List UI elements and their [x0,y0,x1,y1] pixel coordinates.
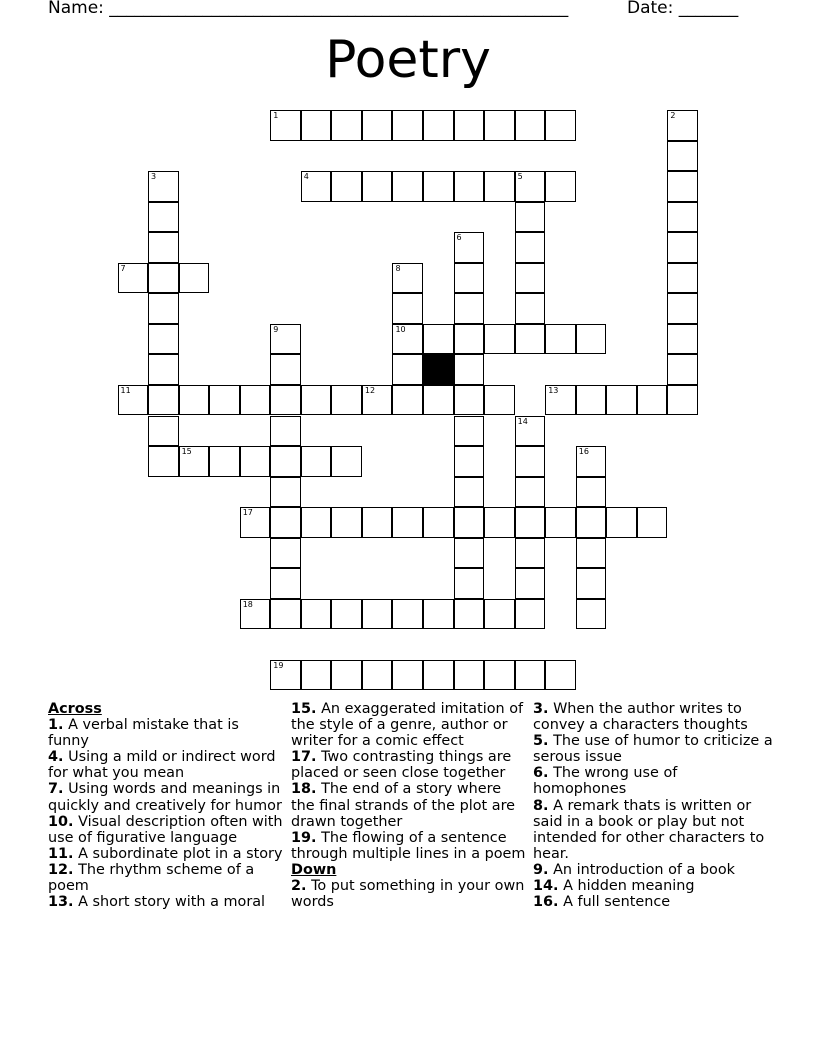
grid-cell[interactable] [667,324,698,355]
grid-cell[interactable] [362,599,393,630]
grid-cell[interactable] [270,416,301,447]
grid-cell[interactable] [545,171,576,202]
grid-cell[interactable] [454,507,485,538]
grid-cell[interactable] [606,507,637,538]
grid-cell[interactable] [545,660,576,691]
grid-cell[interactable] [667,354,698,385]
grid-cell[interactable] [331,385,362,416]
clue-down-3: 3. When the author writes to convey a characters thoughts [533,701,748,734]
clue-column-1 [48,701,283,910]
grid-cell[interactable] [454,171,485,202]
grid-cell[interactable] [392,263,423,294]
grid-cell[interactable] [545,110,576,141]
cell-number: 19 [273,660,284,670]
grid-cell[interactable] [545,507,576,538]
cell-number: 5 [517,172,523,182]
grid-cell[interactable] [454,263,485,294]
grid-cell[interactable] [484,507,515,538]
name-field[interactable]: Name: ______________________________________________________ [48,0,569,18]
page-title: Poetry [325,30,491,90]
grid-cell[interactable] [148,202,179,233]
grid-cell[interactable] [423,110,454,141]
cell-number: 8 [395,263,401,273]
grid-cell[interactable] [454,446,485,477]
grid-cell[interactable] [331,446,362,477]
cell-number: 10 [395,324,406,334]
grid-cell[interactable] [331,599,362,630]
grid-cell[interactable] [423,324,454,355]
clue-across-15: 15. An exaggerated imitation of the style of a genre, author or writer for a comic effect [291,701,524,750]
grid-cell[interactable] [148,293,179,324]
grid-cell[interactable] [270,599,301,630]
clue-across-7: 7. Using words and meanings in quickly and creatively for humor [48,781,282,814]
cell-number: 14 [517,416,528,426]
cell-number: 1 [273,111,279,120]
grid-cell[interactable] [423,385,454,416]
grid-cell[interactable] [240,599,271,630]
grid-cell[interactable] [454,324,485,355]
grid-cell[interactable] [240,385,271,416]
grid-cell[interactable] [515,477,546,508]
cell-number: 11 [120,385,131,395]
clue-across-1: 1. A verbal mistake that is funny [48,717,239,750]
grid-cell[interactable] [148,446,179,477]
grid-cell[interactable] [515,110,546,141]
grid-cell[interactable] [515,568,546,599]
grid-cell[interactable] [484,385,515,416]
grid-cell[interactable] [179,446,210,477]
grid-cell[interactable] [270,660,301,691]
grid-cell[interactable] [148,416,179,447]
grid-cell[interactable] [301,110,332,141]
grid-cell[interactable] [270,568,301,599]
grid-cell[interactable] [270,446,301,477]
grid-cell[interactable] [362,385,393,416]
grid-cell[interactable] [148,263,179,294]
grid-cell[interactable] [515,232,546,263]
clue-down-2: 2. To put something in your own words [291,878,525,911]
clue-across-13: 13. A short story with a moral [48,894,266,911]
grid-cell[interactable] [576,446,607,477]
grid-cell[interactable] [545,324,576,355]
grid-cell[interactable] [179,263,210,294]
grid-cell[interactable] [667,202,698,233]
grid-cell[interactable] [667,110,698,141]
grid-cell[interactable] [484,660,515,691]
clue-down-5: 5. The use of humor to criticize a serous issue [533,733,773,766]
grid-cell[interactable] [362,660,393,691]
grid-black-cell [423,354,454,385]
grid-cell[interactable] [515,263,546,294]
grid-cell[interactable] [667,141,698,172]
grid-cell[interactable] [270,324,301,355]
grid-cell[interactable] [392,660,423,691]
grid-cell[interactable] [331,507,362,538]
grid-cell[interactable] [148,171,179,202]
clue-across-18: 18. The end of a story where the final strands of the plot are drawn together [291,781,516,830]
clue-across-11: 11. A subordinate plot in a story [48,845,283,862]
grid-cell[interactable] [606,385,637,416]
clue-down-6: 6. The wrong use of homophones [533,765,678,798]
grid-cell[interactable] [362,171,393,202]
cell-number: 3 [151,172,157,182]
grid-cell[interactable] [301,171,332,202]
clue-across-12: 12. The rhythm scheme of a poem [48,861,255,895]
grid-cell[interactable] [392,507,423,538]
clue-across-17: 17. Two contrasting things are placed or seen close together [291,749,512,782]
clue-across-10: 10. Visual description often with use of figurative language [48,813,283,846]
grid-cell[interactable] [331,660,362,691]
grid-cell[interactable] [454,354,485,385]
grid-cell[interactable] [270,110,301,141]
cell-number: 15 [181,447,192,457]
grid-cell[interactable] [637,385,668,416]
grid-cell[interactable] [637,507,668,538]
grid-cell[interactable] [515,446,546,477]
grid-cell[interactable] [576,599,607,630]
grid-cell[interactable] [301,446,332,477]
clue-across-19: 19. The flowing of a sentence through multiple lines in a poem [291,829,526,862]
clue-column-2 [291,701,527,910]
grid-cell[interactable] [392,110,423,141]
grid-cell[interactable] [240,507,271,538]
grid-cell[interactable] [576,538,607,569]
grid-cell[interactable] [667,263,698,294]
grid-cell[interactable] [454,110,485,141]
grid-cell[interactable] [270,477,301,508]
grid-cell[interactable] [392,599,423,630]
cell-number: 4 [303,172,309,182]
grid-cell[interactable] [148,385,179,416]
grid-cell[interactable] [423,507,454,538]
cell-number: 12 [364,385,376,395]
grid-cell[interactable] [667,293,698,324]
grid-cell[interactable] [576,477,607,508]
grid-cell[interactable] [576,385,607,416]
grid-cell[interactable] [301,385,332,416]
grid-cell[interactable] [270,507,301,538]
grid-cell[interactable] [454,568,485,599]
grid-cell[interactable] [454,385,485,416]
down-heading: Down [291,861,337,878]
grid-cell[interactable] [667,385,698,416]
grid-cell[interactable] [667,232,698,263]
grid-cell[interactable] [118,385,149,416]
grid-cell[interactable] [392,293,423,324]
grid-cell[interactable] [515,171,546,202]
cell-number: 2 [670,111,676,120]
grid-cell[interactable] [454,660,485,691]
grid-cell[interactable] [301,599,332,630]
grid-cell[interactable] [392,385,423,416]
cell-number: 9 [273,324,279,334]
date-field[interactable]: Date: _______ [627,0,739,18]
cell-number: 18 [242,599,253,609]
clue-down-8: 8. A remark thats is written or said in a book or play but not intended for other characters to hear. [533,797,765,862]
grid-cell[interactable] [454,538,485,569]
grid-cell[interactable] [209,385,240,416]
grid-cell[interactable] [148,324,179,355]
cell-number: 17 [242,508,253,518]
grid-cell[interactable] [515,416,546,447]
clue-down-14: 14. A hidden meaning [533,878,695,895]
grid-cell[interactable] [515,202,546,233]
grid-cell[interactable] [331,110,362,141]
cell-number: 16 [578,447,589,457]
grid-cell[interactable] [270,538,301,569]
grid-cell[interactable] [454,599,485,630]
grid-cell[interactable] [423,599,454,630]
grid-cell[interactable] [331,171,362,202]
grid-cell[interactable] [484,171,515,202]
cell-number: 13 [548,385,559,395]
grid-cell[interactable] [301,507,332,538]
grid-cell[interactable] [179,385,210,416]
grid-cell[interactable] [576,324,607,355]
grid-cell[interactable] [454,232,485,263]
grid-cell[interactable] [484,599,515,630]
grid-cell[interactable] [209,446,240,477]
grid-cell[interactable] [515,538,546,569]
grid-cell[interactable] [515,324,546,355]
grid-cell[interactable] [392,171,423,202]
grid-cell[interactable] [240,446,271,477]
grid-cell[interactable] [454,477,485,508]
clue-across-4: 4. Using a mild or indirect word for what you mean [48,749,276,782]
grid-cell[interactable] [301,660,332,691]
grid-cell[interactable] [392,324,423,355]
grid-cell[interactable] [148,354,179,385]
grid-cell[interactable] [392,354,423,385]
clue-down-9: 9. An introduction of a book [533,861,735,878]
grid-cell[interactable] [148,232,179,263]
grid-cell[interactable] [576,507,607,538]
cell-number: 6 [456,233,462,243]
grid-cell[interactable] [270,354,301,385]
grid-cell[interactable] [667,171,698,202]
grid-cell[interactable] [454,416,485,447]
cell-number: 7 [120,263,126,273]
grid-cell[interactable] [484,110,515,141]
grid-cell[interactable] [545,385,576,416]
clue-down-16: 16. A full sentence [533,894,671,911]
grid-cell[interactable] [270,385,301,416]
clue-column-3 [533,701,773,910]
grid-cell[interactable] [515,599,546,630]
grid-cell[interactable] [423,660,454,691]
grid-cell[interactable] [423,171,454,202]
grid-cell[interactable] [515,507,546,538]
grid-cell[interactable] [362,507,393,538]
grid-cell[interactable] [118,263,149,294]
grid-cell[interactable] [515,293,546,324]
grid-cell[interactable] [515,660,546,691]
across-heading: Across [48,701,102,717]
grid-cell[interactable] [484,324,515,355]
grid-cell[interactable] [454,293,485,324]
grid-cell[interactable] [362,110,393,141]
grid-cell[interactable] [576,568,607,599]
